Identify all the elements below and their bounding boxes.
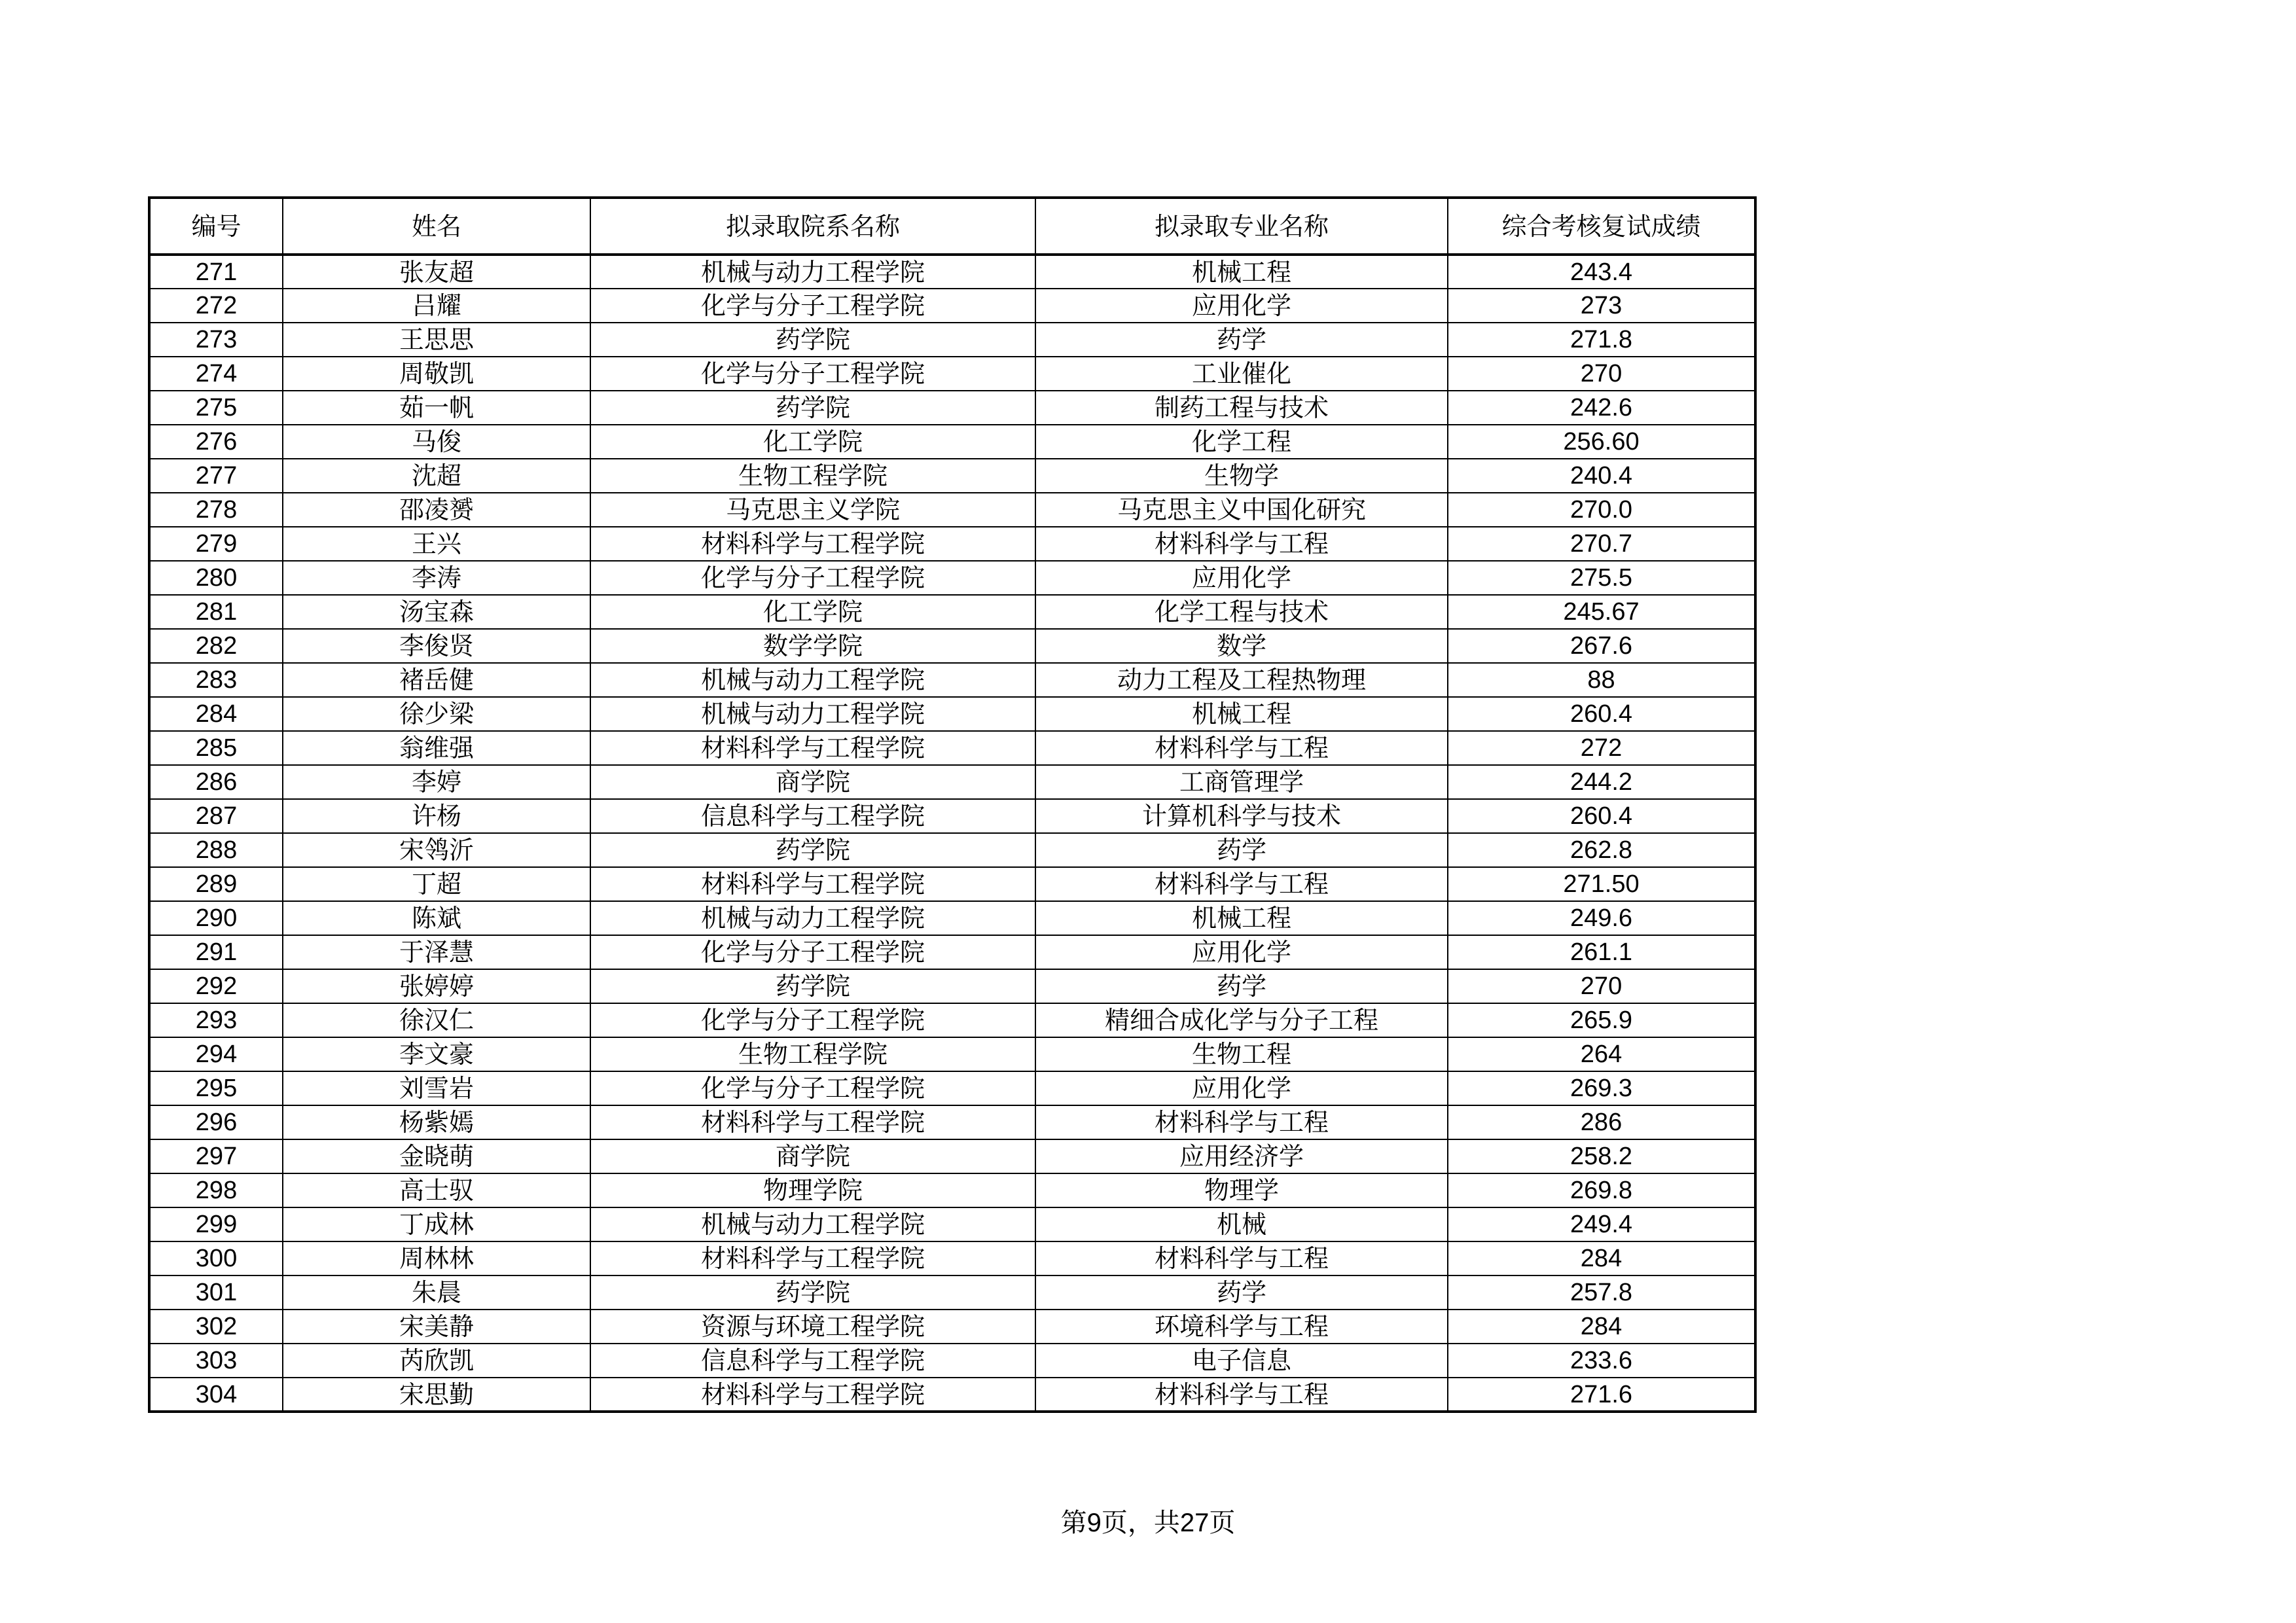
cell-name: 吕耀 xyxy=(283,289,590,323)
table-row xyxy=(149,799,1755,833)
cell-name: 许杨 xyxy=(283,799,590,833)
cell-major: 材料科学与工程 xyxy=(1035,731,1448,765)
cell-id: 293 xyxy=(149,1003,283,1037)
cell-department: 机械与动力工程学院 xyxy=(590,1207,1035,1241)
table-row xyxy=(149,595,1755,629)
cell-department: 化学与分子工程学院 xyxy=(590,289,1035,323)
table-row xyxy=(149,1139,1755,1173)
footer-middle: 页，共 xyxy=(1101,1508,1180,1538)
table-row xyxy=(149,1207,1755,1241)
table-row xyxy=(149,1310,1755,1344)
cell-department: 生物工程学院 xyxy=(590,459,1035,493)
cell-name: 宋思勤 xyxy=(283,1378,590,1412)
cell-id: 303 xyxy=(149,1344,283,1378)
cell-id: 271 xyxy=(149,255,283,289)
cell-score: 264 xyxy=(1448,1037,1755,1071)
cell-id: 304 xyxy=(149,1378,283,1412)
cell-major: 物理学 xyxy=(1035,1173,1448,1207)
cell-id: 284 xyxy=(149,697,283,731)
cell-major: 环境科学与工程 xyxy=(1035,1310,1448,1344)
cell-id: 289 xyxy=(149,867,283,901)
cell-department: 数学学院 xyxy=(590,629,1035,663)
cell-id: 281 xyxy=(149,595,283,629)
cell-major: 药学 xyxy=(1035,969,1448,1003)
table-body xyxy=(149,255,1755,1412)
cell-department: 信息科学与工程学院 xyxy=(590,1344,1035,1378)
cell-major: 材料科学与工程 xyxy=(1035,1105,1448,1139)
cell-score: 270.0 xyxy=(1448,493,1755,527)
cell-score: 262.8 xyxy=(1448,833,1755,867)
cell-major: 应用化学 xyxy=(1035,289,1448,323)
cell-major: 药学 xyxy=(1035,1275,1448,1310)
header-department: 拟录取院系名称 xyxy=(590,198,1035,255)
table-row xyxy=(149,391,1755,425)
cell-score: 243.4 xyxy=(1448,255,1755,289)
cell-name: 徐汉仁 xyxy=(283,1003,590,1037)
cell-id: 300 xyxy=(149,1241,283,1275)
cell-department: 物理学院 xyxy=(590,1173,1035,1207)
cell-department: 化学与分子工程学院 xyxy=(590,1003,1035,1037)
table-row xyxy=(149,697,1755,731)
cell-department: 机械与动力工程学院 xyxy=(590,255,1035,289)
footer-total-pages: 27 xyxy=(1179,1508,1210,1537)
cell-department: 化学与分子工程学院 xyxy=(590,561,1035,595)
cell-name: 杨紫嫣 xyxy=(283,1105,590,1139)
cell-department: 机械与动力工程学院 xyxy=(590,901,1035,935)
cell-department: 资源与环境工程学院 xyxy=(590,1310,1035,1344)
cell-id: 297 xyxy=(149,1139,283,1173)
cell-name: 褚岳健 xyxy=(283,663,590,697)
table-row xyxy=(149,459,1755,493)
cell-major: 电子信息 xyxy=(1035,1344,1448,1378)
header-id: 编号 xyxy=(149,198,283,255)
cell-department: 材料科学与工程学院 xyxy=(590,867,1035,901)
header-major: 拟录取专业名称 xyxy=(1035,198,1448,255)
cell-major: 材料科学与工程 xyxy=(1035,527,1448,561)
cell-major: 材料科学与工程 xyxy=(1035,1241,1448,1275)
cell-name: 金晓萌 xyxy=(283,1139,590,1173)
cell-id: 282 xyxy=(149,629,283,663)
cell-department: 药学院 xyxy=(590,391,1035,425)
cell-name: 沈超 xyxy=(283,459,590,493)
cell-id: 274 xyxy=(149,357,283,391)
cell-id: 302 xyxy=(149,1310,283,1344)
cell-major: 数学 xyxy=(1035,629,1448,663)
table-row xyxy=(149,493,1755,527)
table-row xyxy=(149,561,1755,595)
cell-major: 机械工程 xyxy=(1035,697,1448,731)
table-row xyxy=(149,357,1755,391)
cell-department: 材料科学与工程学院 xyxy=(590,1241,1035,1275)
table-row xyxy=(149,255,1755,289)
cell-major: 应用化学 xyxy=(1035,1071,1448,1105)
cell-id: 283 xyxy=(149,663,283,697)
cell-name: 刘雪岩 xyxy=(283,1071,590,1105)
cell-major: 计算机科学与技术 xyxy=(1035,799,1448,833)
cell-id: 285 xyxy=(149,731,283,765)
cell-name: 宋美静 xyxy=(283,1310,590,1344)
cell-major: 应用经济学 xyxy=(1035,1139,1448,1173)
cell-score: 273 xyxy=(1448,289,1755,323)
footer-page-number: 9 xyxy=(1086,1508,1102,1537)
cell-name: 周林林 xyxy=(283,1241,590,1275)
cell-department: 商学院 xyxy=(590,765,1035,799)
footer-prefix: 第 xyxy=(1060,1508,1087,1538)
cell-name: 张友超 xyxy=(283,255,590,289)
cell-major: 精细合成化学与分子工程 xyxy=(1035,1003,1448,1037)
footer-suffix: 页 xyxy=(1209,1508,1236,1538)
cell-id: 288 xyxy=(149,833,283,867)
cell-department: 信息科学与工程学院 xyxy=(590,799,1035,833)
table-row xyxy=(149,289,1755,323)
cell-major: 材料科学与工程 xyxy=(1035,1378,1448,1412)
cell-name: 李文豪 xyxy=(283,1037,590,1071)
cell-score: 258.2 xyxy=(1448,1139,1755,1173)
cell-score: 256.60 xyxy=(1448,425,1755,459)
cell-name: 李涛 xyxy=(283,561,590,595)
cell-major: 生物工程 xyxy=(1035,1037,1448,1071)
cell-score: 88 xyxy=(1448,663,1755,697)
table-row xyxy=(149,1173,1755,1207)
cell-major: 动力工程及工程热物理 xyxy=(1035,663,1448,697)
cell-major: 机械 xyxy=(1035,1207,1448,1241)
cell-name: 高士驭 xyxy=(283,1173,590,1207)
cell-name: 翁维强 xyxy=(283,731,590,765)
cell-department: 化学与分子工程学院 xyxy=(590,1071,1035,1105)
cell-name: 陈斌 xyxy=(283,901,590,935)
cell-score: 245.67 xyxy=(1448,595,1755,629)
cell-score: 261.1 xyxy=(1448,935,1755,969)
cell-department: 马克思主义学院 xyxy=(590,493,1035,527)
cell-score: 257.8 xyxy=(1448,1275,1755,1310)
cell-id: 290 xyxy=(149,901,283,935)
cell-major: 机械工程 xyxy=(1035,901,1448,935)
cell-id: 292 xyxy=(149,969,283,1003)
cell-name: 马俊 xyxy=(283,425,590,459)
cell-name: 丁超 xyxy=(283,867,590,901)
header-score: 综合考核复试成绩 xyxy=(1448,198,1755,255)
cell-major: 药学 xyxy=(1035,323,1448,357)
table-row xyxy=(149,833,1755,867)
cell-department: 生物工程学院 xyxy=(590,1037,1035,1071)
cell-name: 于泽慧 xyxy=(283,935,590,969)
cell-id: 280 xyxy=(149,561,283,595)
cell-department: 材料科学与工程学院 xyxy=(590,1105,1035,1139)
table-row xyxy=(149,425,1755,459)
cell-score: 270 xyxy=(1448,969,1755,1003)
cell-score: 284 xyxy=(1448,1310,1755,1344)
table-row xyxy=(149,527,1755,561)
cell-score: 286 xyxy=(1448,1105,1755,1139)
cell-department: 材料科学与工程学院 xyxy=(590,1378,1035,1412)
cell-id: 299 xyxy=(149,1207,283,1241)
cell-score: 244.2 xyxy=(1448,765,1755,799)
cell-major: 应用化学 xyxy=(1035,561,1448,595)
cell-name: 芮欣凯 xyxy=(283,1344,590,1378)
table-row xyxy=(149,663,1755,697)
cell-department: 机械与动力工程学院 xyxy=(590,697,1035,731)
cell-id: 301 xyxy=(149,1275,283,1310)
cell-department: 化工学院 xyxy=(590,595,1035,629)
cell-id: 298 xyxy=(149,1173,283,1207)
cell-score: 270 xyxy=(1448,357,1755,391)
cell-id: 294 xyxy=(149,1037,283,1071)
table-row xyxy=(149,1344,1755,1378)
cell-score: 270.7 xyxy=(1448,527,1755,561)
table-row xyxy=(149,1105,1755,1139)
cell-id: 296 xyxy=(149,1105,283,1139)
cell-major: 马克思主义中国化研究 xyxy=(1035,493,1448,527)
table-row xyxy=(149,1275,1755,1310)
cell-major: 应用化学 xyxy=(1035,935,1448,969)
header-name: 姓名 xyxy=(283,198,590,255)
admission-table xyxy=(148,196,1757,1413)
table-row xyxy=(149,323,1755,357)
cell-major: 机械工程 xyxy=(1035,255,1448,289)
cell-major: 工业催化 xyxy=(1035,357,1448,391)
cell-id: 278 xyxy=(149,493,283,527)
page-footer xyxy=(0,1502,2296,1539)
cell-id: 295 xyxy=(149,1071,283,1105)
cell-id: 291 xyxy=(149,935,283,969)
cell-score: 272 xyxy=(1448,731,1755,765)
cell-name: 李俊贤 xyxy=(283,629,590,663)
cell-department: 化学与分子工程学院 xyxy=(590,357,1035,391)
table-row xyxy=(149,969,1755,1003)
cell-name: 王兴 xyxy=(283,527,590,561)
table-row xyxy=(149,629,1755,663)
cell-name: 宋鸰沂 xyxy=(283,833,590,867)
cell-major: 制药工程与技术 xyxy=(1035,391,1448,425)
cell-score: 240.4 xyxy=(1448,459,1755,493)
cell-score: 242.6 xyxy=(1448,391,1755,425)
cell-score: 249.4 xyxy=(1448,1207,1755,1241)
table-row xyxy=(149,1241,1755,1275)
cell-score: 271.50 xyxy=(1448,867,1755,901)
cell-name: 朱晨 xyxy=(283,1275,590,1310)
cell-id: 276 xyxy=(149,425,283,459)
cell-major: 化学工程与技术 xyxy=(1035,595,1448,629)
table-row xyxy=(149,1003,1755,1037)
cell-name: 李婷 xyxy=(283,765,590,799)
cell-score: 269.3 xyxy=(1448,1071,1755,1105)
cell-score: 275.5 xyxy=(1448,561,1755,595)
cell-department: 化学与分子工程学院 xyxy=(590,935,1035,969)
cell-major: 药学 xyxy=(1035,833,1448,867)
cell-score: 271.6 xyxy=(1448,1378,1755,1412)
cell-name: 汤宝森 xyxy=(283,595,590,629)
cell-name: 丁成林 xyxy=(283,1207,590,1241)
cell-score: 233.6 xyxy=(1448,1344,1755,1378)
cell-id: 272 xyxy=(149,289,283,323)
cell-id: 279 xyxy=(149,527,283,561)
table-row xyxy=(149,935,1755,969)
cell-score: 271.8 xyxy=(1448,323,1755,357)
cell-id: 273 xyxy=(149,323,283,357)
cell-major: 工商管理学 xyxy=(1035,765,1448,799)
cell-department: 药学院 xyxy=(590,323,1035,357)
table-header-row xyxy=(149,198,1755,255)
cell-department: 材料科学与工程学院 xyxy=(590,527,1035,561)
cell-department: 商学院 xyxy=(590,1139,1035,1173)
table-row xyxy=(149,765,1755,799)
cell-score: 267.6 xyxy=(1448,629,1755,663)
cell-score: 260.4 xyxy=(1448,799,1755,833)
cell-score: 260.4 xyxy=(1448,697,1755,731)
table-row xyxy=(149,901,1755,935)
cell-name: 王思思 xyxy=(283,323,590,357)
cell-department: 化工学院 xyxy=(590,425,1035,459)
table-row xyxy=(149,731,1755,765)
cell-department: 药学院 xyxy=(590,833,1035,867)
cell-department: 材料科学与工程学院 xyxy=(590,731,1035,765)
cell-id: 286 xyxy=(149,765,283,799)
table-row xyxy=(149,1071,1755,1105)
cell-name: 张婷婷 xyxy=(283,969,590,1003)
cell-name: 周敬凯 xyxy=(283,357,590,391)
table-row xyxy=(149,1378,1755,1412)
cell-department: 机械与动力工程学院 xyxy=(590,663,1035,697)
cell-department: 药学院 xyxy=(590,969,1035,1003)
cell-department: 药学院 xyxy=(590,1275,1035,1310)
cell-score: 269.8 xyxy=(1448,1173,1755,1207)
table-row xyxy=(149,1037,1755,1071)
cell-name: 茹一帆 xyxy=(283,391,590,425)
table-row xyxy=(149,867,1755,901)
cell-id: 277 xyxy=(149,459,283,493)
cell-major: 化学工程 xyxy=(1035,425,1448,459)
cell-id: 275 xyxy=(149,391,283,425)
cell-major: 生物学 xyxy=(1035,459,1448,493)
cell-id: 287 xyxy=(149,799,283,833)
cell-name: 徐少梁 xyxy=(283,697,590,731)
cell-name: 邵凌赟 xyxy=(283,493,590,527)
cell-score: 249.6 xyxy=(1448,901,1755,935)
cell-score: 265.9 xyxy=(1448,1003,1755,1037)
cell-score: 284 xyxy=(1448,1241,1755,1275)
cell-major: 材料科学与工程 xyxy=(1035,867,1448,901)
